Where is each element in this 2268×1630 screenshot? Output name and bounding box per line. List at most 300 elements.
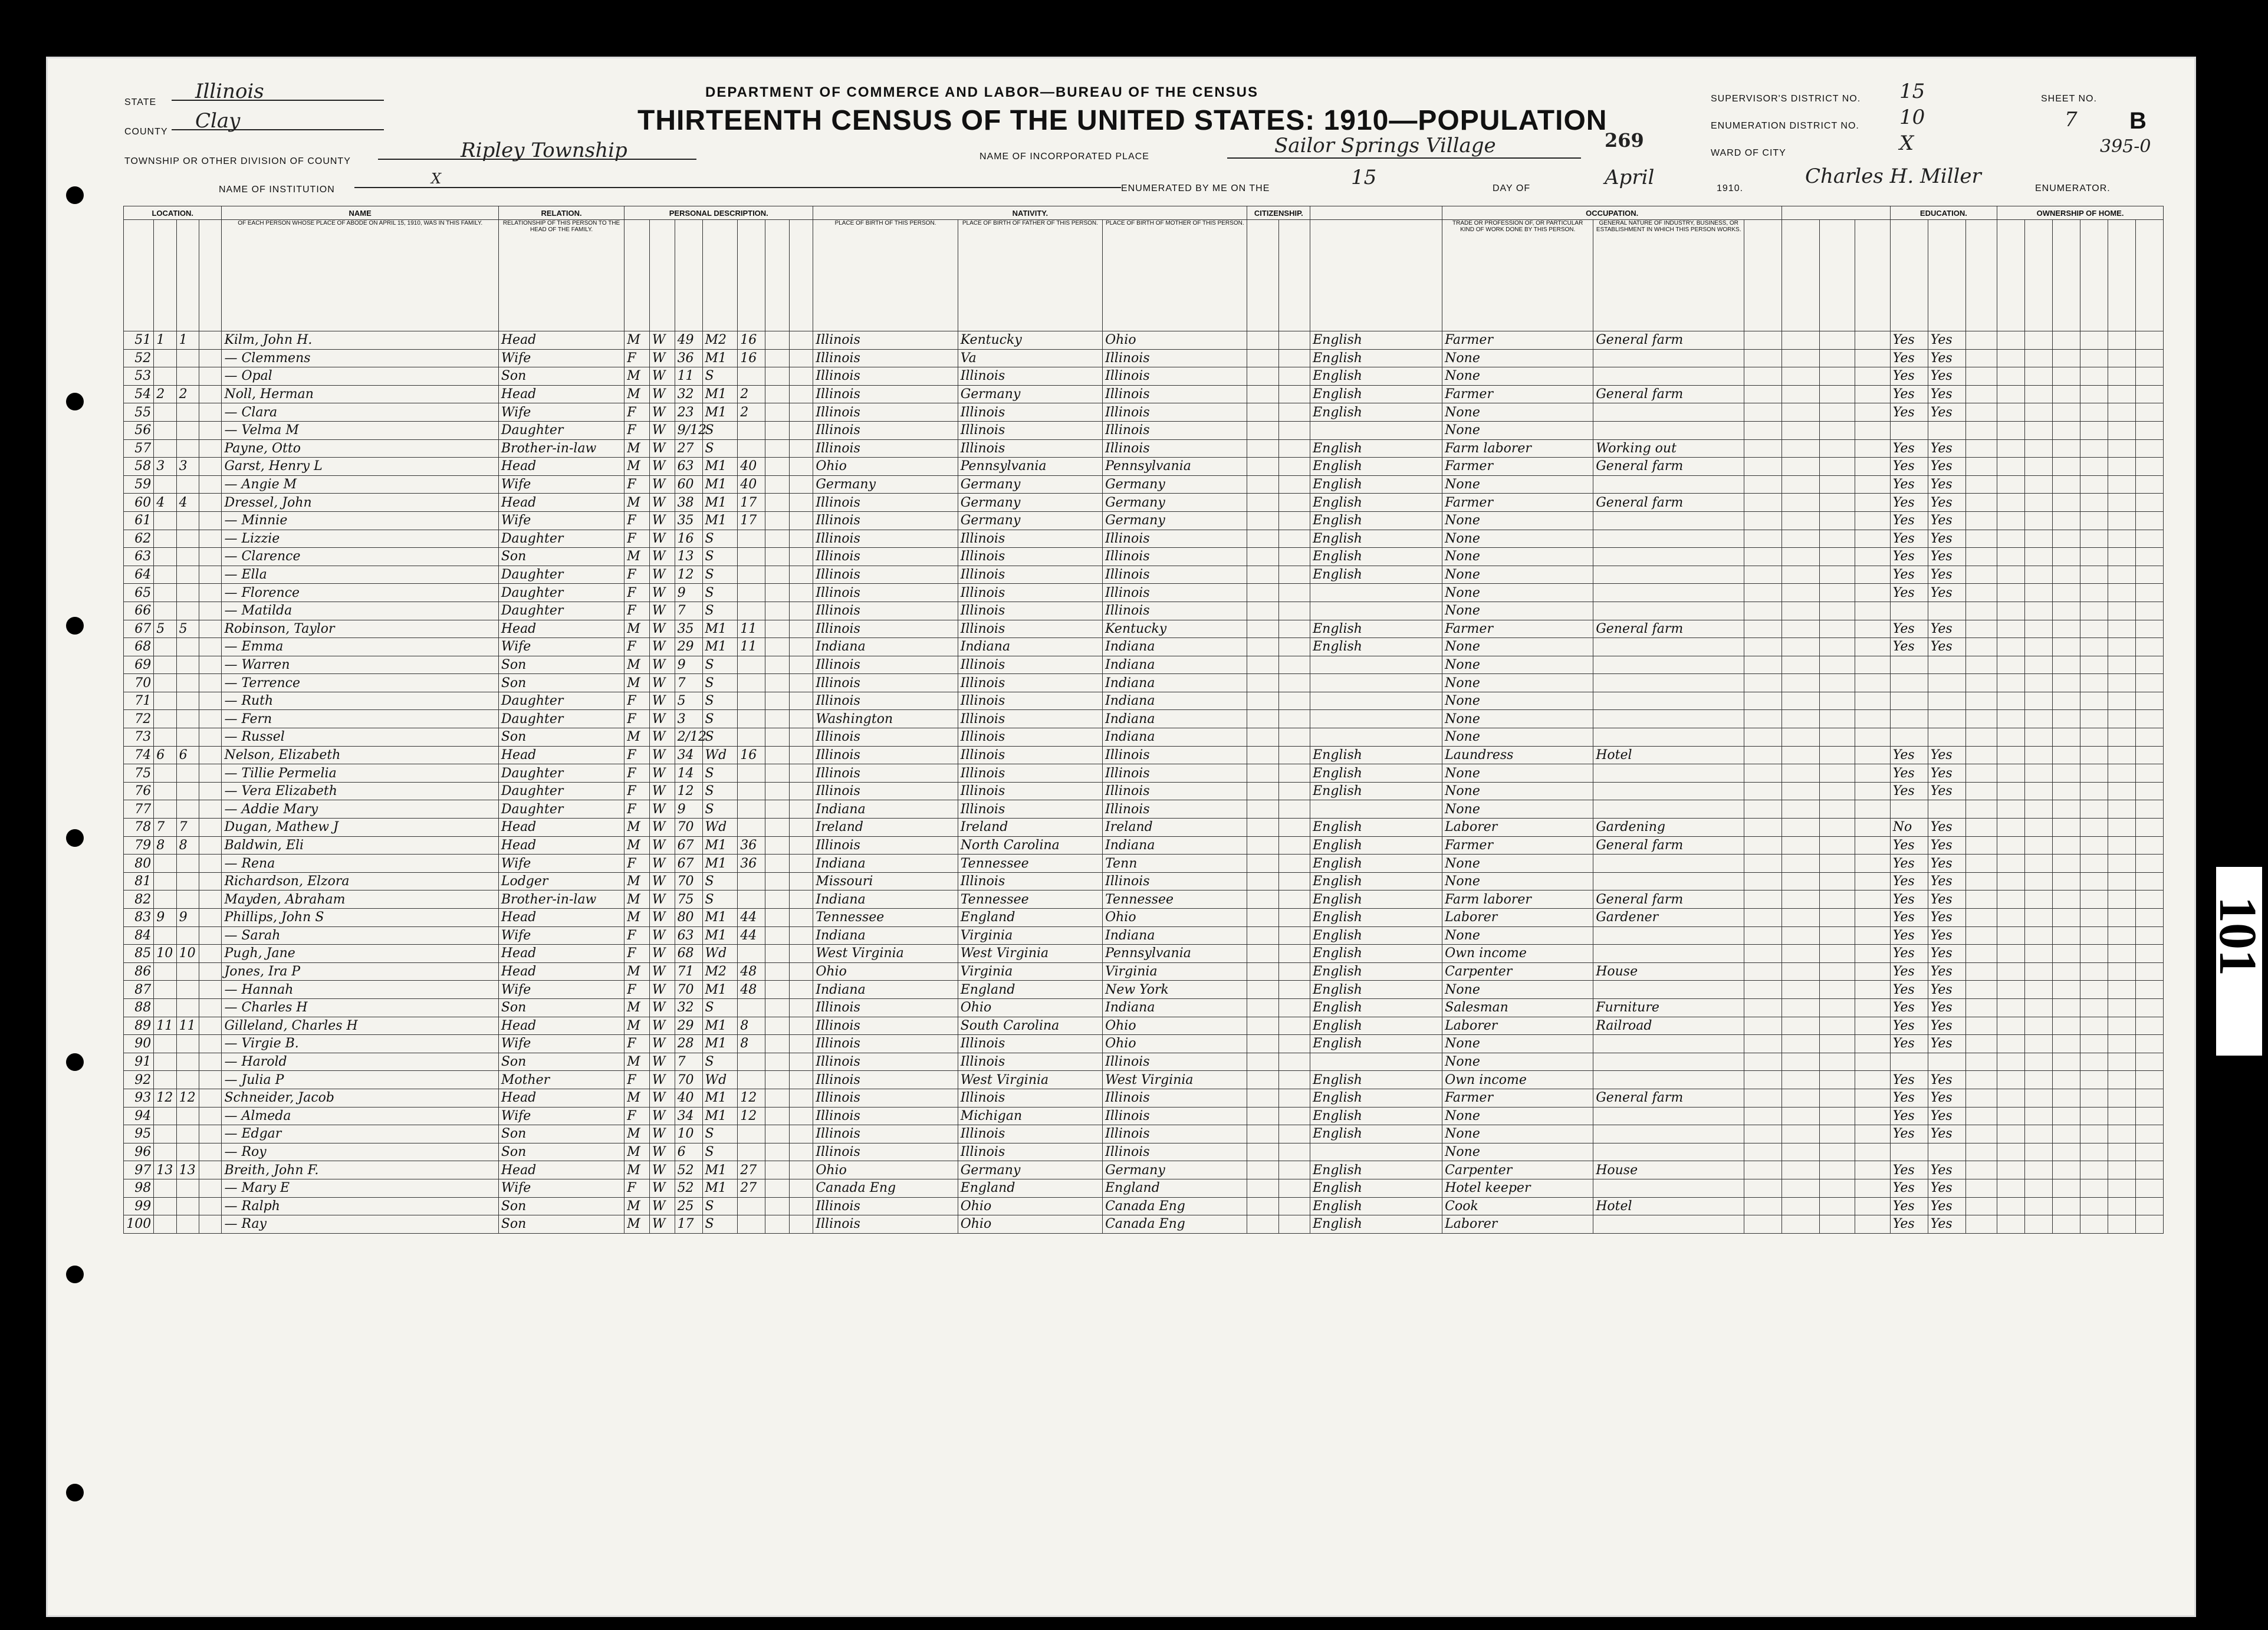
trade-cell: Laborer (1442, 819, 1593, 837)
race-cell: W (649, 439, 675, 458)
read-cell: Yes (1890, 530, 1928, 548)
line-number: 55 (124, 403, 154, 422)
write-cell: Yes (1928, 458, 1965, 476)
table-row (124, 475, 2164, 494)
person-name: — Harold (222, 1053, 498, 1071)
father-birthplace-cell: Illinois (958, 728, 1102, 747)
binder-hole (66, 617, 84, 635)
dwelling-number (154, 692, 176, 710)
language-cell: English (1310, 836, 1442, 855)
mother-birthplace-cell: Indiana (1103, 998, 1247, 1017)
person-name: — Opal (222, 367, 498, 386)
industry-cell: General farm (1593, 1089, 1744, 1107)
years-married-cell (738, 800, 765, 819)
name-desc: OF EACH PERSON WHOSE PLACE OF ABODE ON APRIL 15, 1910, WAS IN THIS FAMILY. (222, 220, 498, 331)
age-cell: 14 (675, 764, 702, 783)
table-row (124, 819, 2164, 837)
nativity-header: NATIVITY. (813, 206, 1247, 220)
industry-cell (1593, 1107, 1744, 1125)
line-number: 63 (124, 548, 154, 566)
race-cell: W (649, 855, 675, 873)
language-cell (1310, 602, 1442, 620)
relation-cell: Son (498, 1143, 624, 1161)
industry-cell (1593, 656, 1744, 674)
mother-birthplace-cell: Pennsylvania (1103, 458, 1247, 476)
relation-cell: Son (498, 998, 624, 1017)
family-number (176, 1071, 199, 1089)
marital-cell: S (702, 800, 738, 819)
line-number: 78 (124, 819, 154, 837)
years-married-cell: 17 (738, 494, 765, 512)
age-cell: 35 (675, 511, 702, 530)
person-name: — Addie Mary (222, 800, 498, 819)
institution-label: NAME OF INSTITUTION (219, 185, 335, 195)
family-number (176, 439, 199, 458)
age-cell: 9 (675, 656, 702, 674)
table-row (124, 1035, 2164, 1053)
birthplace-cell: Washington (813, 710, 958, 728)
person-name: — Emma (222, 638, 498, 656)
line-number: 90 (124, 1035, 154, 1053)
family-number: 11 (176, 1017, 199, 1035)
dwelling-number: 5 (154, 620, 176, 638)
family-number (176, 981, 199, 999)
trade-cell: None (1442, 800, 1593, 819)
relation-cell: Brother-in-law (498, 890, 624, 909)
sex-cell: M (624, 872, 650, 890)
write-cell: Yes (1928, 548, 1965, 566)
sex-cell: M (624, 998, 650, 1017)
marital-cell: M1 (702, 855, 738, 873)
mother-birthplace-cell: Tennessee (1103, 890, 1247, 909)
language-cell: English (1310, 1017, 1442, 1035)
table-row (124, 421, 2164, 439)
read-cell: Yes (1890, 367, 1928, 386)
race-cell: W (649, 728, 675, 747)
marital-cell: S (702, 1053, 738, 1071)
marital-cell: M2 (702, 962, 738, 981)
years-married-cell (738, 764, 765, 783)
read-cell (1890, 1143, 1928, 1161)
birthplace-cell: Missouri (813, 872, 958, 890)
race-cell: W (649, 926, 675, 945)
mother-birthplace-cell: Indiana (1103, 656, 1247, 674)
age-cell: 75 (675, 890, 702, 909)
race-cell: W (649, 331, 675, 350)
dwelling-number: 10 (154, 945, 176, 963)
sex-cell: M (624, 385, 650, 403)
township-label: TOWNSHIP OR OTHER DIVISION OF COUNTY (124, 156, 351, 166)
line-number: 71 (124, 692, 154, 710)
trade-cell: Laborer (1442, 909, 1593, 927)
line-number: 87 (124, 981, 154, 999)
trade-cell: None (1442, 692, 1593, 710)
years-married-cell (738, 945, 765, 963)
table-row (124, 962, 2164, 981)
language-cell: English (1310, 1179, 1442, 1197)
relation-cell: Head (498, 819, 624, 837)
industry-cell: General farm (1593, 458, 1744, 476)
trade-cell: None (1442, 367, 1593, 386)
language-cell (1310, 800, 1442, 819)
mother-birthplace-cell: Ireland (1103, 819, 1247, 837)
table-row (124, 1017, 2164, 1035)
mother-birthplace-cell: Indiana (1103, 692, 1247, 710)
dwelling-number: 9 (154, 909, 176, 927)
industry-cell (1593, 566, 1744, 584)
sex-cell: F (624, 349, 650, 367)
line-number: 86 (124, 962, 154, 981)
sex-cell: M (624, 728, 650, 747)
birthplace-cell: Illinois (813, 602, 958, 620)
race-cell: W (649, 566, 675, 584)
township-value: Ripley Township (461, 139, 627, 162)
marital-cell: M1 (702, 981, 738, 999)
table-row (124, 945, 2164, 963)
father-birthplace-cell: Germany (958, 385, 1102, 403)
relation-cell: Wife (498, 926, 624, 945)
language-cell (1310, 1143, 1442, 1161)
line-number: 89 (124, 1017, 154, 1035)
table-row (124, 548, 2164, 566)
read-cell: Yes (1890, 890, 1928, 909)
write-cell: Yes (1928, 439, 1965, 458)
read-cell: Yes (1890, 638, 1928, 656)
table-row (124, 855, 2164, 873)
race-cell: W (649, 1017, 675, 1035)
relation-cell: Son (498, 1053, 624, 1071)
write-cell: Yes (1928, 819, 1965, 837)
relation-header: RELATION. (498, 206, 624, 220)
marital-cell: S (702, 674, 738, 692)
trade-cell: Farmer (1442, 458, 1593, 476)
relation-cell: Wife (498, 1179, 624, 1197)
line-number: 51 (124, 331, 154, 350)
binder-hole (66, 1266, 84, 1283)
read-cell: Yes (1890, 981, 1928, 999)
years-married-cell: 40 (738, 475, 765, 494)
enumeration-label: ENUMERATION DISTRICT NO. (1711, 121, 1859, 131)
family-number (176, 403, 199, 422)
line-number: 98 (124, 1179, 154, 1197)
relation-cell: Head (498, 909, 624, 927)
years-married-cell: 8 (738, 1017, 765, 1035)
birthplace-cell: Illinois (813, 764, 958, 783)
sex-cell: F (624, 692, 650, 710)
birthplace-cell: Illinois (813, 1107, 958, 1125)
years-married-cell (738, 674, 765, 692)
years-married-cell (738, 584, 765, 602)
table-row (124, 890, 2164, 909)
relation-cell: Head (498, 331, 624, 350)
person-name: Schneider, Jacob (222, 1089, 498, 1107)
sex-cell: M (624, 1053, 650, 1071)
person-name: — Charles H (222, 998, 498, 1017)
industry-cell: General farm (1593, 620, 1744, 638)
birthplace-cell: Germany (813, 475, 958, 494)
relation-cell: Head (498, 746, 624, 764)
write-cell: Yes (1928, 1179, 1965, 1197)
trade-cell: Farmer (1442, 494, 1593, 512)
person-name: — Florence (222, 584, 498, 602)
industry-cell (1593, 638, 1744, 656)
sex-cell: M (624, 1017, 650, 1035)
relation-cell: Son (498, 656, 624, 674)
industry-cell: Gardener (1593, 909, 1744, 927)
language-cell (1310, 710, 1442, 728)
write-cell: Yes (1928, 620, 1965, 638)
nativity-mother-desc: PLACE OF BIRTH OF MOTHER OF THIS PERSON. (1103, 220, 1247, 331)
trade-cell: None (1442, 710, 1593, 728)
language-cell: English (1310, 890, 1442, 909)
race-cell: W (649, 584, 675, 602)
years-married-cell (738, 1215, 765, 1234)
father-birthplace-cell: West Virginia (958, 1071, 1102, 1089)
birthplace-cell: Illinois (813, 656, 958, 674)
read-cell: Yes (1890, 836, 1928, 855)
race-cell: W (649, 764, 675, 783)
language-cell: English (1310, 548, 1442, 566)
relation-cell: Head (498, 494, 624, 512)
family-number (176, 638, 199, 656)
table-row (124, 800, 2164, 819)
person-name: — Fern (222, 710, 498, 728)
birthplace-cell: Illinois (813, 349, 958, 367)
marital-cell: S (702, 530, 738, 548)
marital-cell: Wd (702, 819, 738, 837)
write-cell (1928, 602, 1965, 620)
industry-cell (1593, 782, 1744, 800)
trade-cell: Laborer (1442, 1215, 1593, 1234)
years-married-cell (738, 819, 765, 837)
race-cell: W (649, 1125, 675, 1143)
mother-birthplace-cell: Illinois (1103, 602, 1247, 620)
person-name: — Lizzie (222, 530, 498, 548)
age-cell: 23 (675, 403, 702, 422)
enumerator-value: Charles H. Miller (1805, 165, 1981, 188)
sex-cell: F (624, 981, 650, 999)
language-cell (1310, 656, 1442, 674)
industry-cell (1593, 1215, 1744, 1234)
person-name: — Hannah (222, 981, 498, 999)
table-row (124, 349, 2164, 367)
language-cell: English (1310, 926, 1442, 945)
person-name: Robinson, Taylor (222, 620, 498, 638)
dwelling-number (154, 656, 176, 674)
family-number: 8 (176, 836, 199, 855)
relation-cell: Son (498, 548, 624, 566)
line-number: 83 (124, 909, 154, 927)
trade-cell: Hotel keeper (1442, 1179, 1593, 1197)
table-row (124, 656, 2164, 674)
table-row (124, 872, 2164, 890)
trade-cell: None (1442, 855, 1593, 873)
person-name: — Rena (222, 855, 498, 873)
birthplace-cell: Illinois (813, 439, 958, 458)
years-married-cell: 16 (738, 331, 765, 350)
dwelling-number (154, 782, 176, 800)
person-name: — Edgar (222, 1125, 498, 1143)
dwelling-number (154, 475, 176, 494)
person-name: Noll, Herman (222, 385, 498, 403)
name-header: NAME (222, 206, 498, 220)
relation-cell: Daughter (498, 530, 624, 548)
industry-cell: General farm (1593, 836, 1744, 855)
marital-cell: M1 (702, 1017, 738, 1035)
years-married-cell: 11 (738, 620, 765, 638)
write-cell (1928, 710, 1965, 728)
age-cell: 16 (675, 530, 702, 548)
read-cell: Yes (1890, 403, 1928, 422)
person-name: — Vera Elizabeth (222, 782, 498, 800)
line-number: 67 (124, 620, 154, 638)
state-value: Illinois (195, 80, 264, 103)
dwelling-number (154, 638, 176, 656)
sex-cell: F (624, 602, 650, 620)
institution-value: X (431, 170, 442, 187)
mother-birthplace-cell: Tenn (1103, 855, 1247, 873)
industry-cell (1593, 674, 1744, 692)
race-cell: W (649, 962, 675, 981)
years-married-cell: 27 (738, 1161, 765, 1179)
years-married-cell: 17 (738, 511, 765, 530)
dwelling-number (154, 548, 176, 566)
binder-hole (66, 186, 84, 204)
sex-cell: F (624, 855, 650, 873)
table-row (124, 620, 2164, 638)
family-number (176, 1053, 199, 1071)
marital-cell: S (702, 1197, 738, 1215)
father-birthplace-cell: Illinois (958, 764, 1102, 783)
write-cell: Yes (1928, 1071, 1965, 1089)
marital-cell: M1 (702, 1107, 738, 1125)
binder-hole (66, 1484, 84, 1501)
birthplace-cell: Illinois (813, 692, 958, 710)
father-birthplace-cell: Pennsylvania (958, 458, 1102, 476)
person-name: Mayden, Abraham (222, 890, 498, 909)
language-cell: English (1310, 349, 1442, 367)
sex-cell: M (624, 1215, 650, 1234)
years-married-cell (738, 692, 765, 710)
language-cell: English (1310, 385, 1442, 403)
race-cell: W (649, 421, 675, 439)
write-cell: Yes (1928, 349, 1965, 367)
trade-cell: None (1442, 1053, 1593, 1071)
age-cell: 67 (675, 836, 702, 855)
sex-cell: M (624, 1089, 650, 1107)
father-birthplace-cell: Illinois (958, 566, 1102, 584)
age-cell: 38 (675, 494, 702, 512)
family-number: 4 (176, 494, 199, 512)
birthplace-cell: Indiana (813, 800, 958, 819)
line-number: 64 (124, 566, 154, 584)
sex-cell: F (624, 1071, 650, 1089)
father-birthplace-cell: Illinois (958, 1053, 1102, 1071)
family-number (176, 584, 199, 602)
marital-cell: S (702, 764, 738, 783)
birthplace-cell: Illinois (813, 1071, 958, 1089)
family-number (176, 475, 199, 494)
mother-birthplace-cell: Indiana (1103, 836, 1247, 855)
read-cell: Yes (1890, 962, 1928, 981)
age-cell: 28 (675, 1035, 702, 1053)
relation-cell: Daughter (498, 710, 624, 728)
relation-cell: Daughter (498, 602, 624, 620)
marital-cell: M1 (702, 385, 738, 403)
mother-birthplace-cell: Illinois (1103, 1125, 1247, 1143)
father-birthplace-cell: Tennessee (958, 890, 1102, 909)
age-cell: 52 (675, 1161, 702, 1179)
industry-desc: GENERAL NATURE OF INDUSTRY, BUSINESS, OR ESTABLISHMENT IN WHICH THIS PERSON WORKS. (1593, 220, 1744, 331)
line-number: 61 (124, 511, 154, 530)
birthplace-cell: Illinois (813, 1125, 958, 1143)
birthplace-cell: Illinois (813, 548, 958, 566)
marital-cell: S (702, 656, 738, 674)
race-cell: W (649, 656, 675, 674)
industry-cell (1593, 584, 1744, 602)
table-row (124, 782, 2164, 800)
enumerated-label: ENUMERATED BY ME ON THE (1121, 183, 1270, 193)
family-number: 9 (176, 909, 199, 927)
dwelling-number: 12 (154, 1089, 176, 1107)
industry-cell (1593, 475, 1744, 494)
years-married-cell (738, 421, 765, 439)
read-cell (1890, 602, 1928, 620)
family-number (176, 800, 199, 819)
marital-cell: M2 (702, 331, 738, 350)
family-number (176, 602, 199, 620)
line-number: 79 (124, 836, 154, 855)
table-row (124, 385, 2164, 403)
marital-cell: Wd (702, 746, 738, 764)
mother-birthplace-cell: Illinois (1103, 1053, 1247, 1071)
family-number (176, 962, 199, 981)
mother-birthplace-cell: Germany (1103, 511, 1247, 530)
marital-cell: S (702, 367, 738, 386)
industry-cell (1593, 1143, 1744, 1161)
line-number: 56 (124, 421, 154, 439)
sex-cell: F (624, 475, 650, 494)
person-name: — Angie M (222, 475, 498, 494)
birthplace-cell: Illinois (813, 331, 958, 350)
table-row (124, 458, 2164, 476)
race-cell: W (649, 1215, 675, 1234)
relation-cell: Head (498, 1017, 624, 1035)
father-birthplace-cell: England (958, 981, 1102, 999)
person-name: Jones, Ira P (222, 962, 498, 981)
years-married-cell (738, 1143, 765, 1161)
age-cell: 7 (675, 674, 702, 692)
read-cell (1890, 656, 1928, 674)
table-row (124, 1215, 2164, 1234)
race-cell: W (649, 1179, 675, 1197)
marital-cell: S (702, 421, 738, 439)
race-cell: W (649, 800, 675, 819)
relation-cell: Lodger (498, 872, 624, 890)
trade-cell: None (1442, 638, 1593, 656)
years-married-cell (738, 439, 765, 458)
birthplace-cell: Indiana (813, 638, 958, 656)
dwelling-number: 7 (154, 819, 176, 837)
mother-birthplace-cell: Indiana (1103, 674, 1247, 692)
mother-birthplace-cell: Germany (1103, 1161, 1247, 1179)
language-cell: English (1310, 494, 1442, 512)
mother-birthplace-cell: Indiana (1103, 926, 1247, 945)
line-number: 99 (124, 1197, 154, 1215)
read-cell: Yes (1890, 475, 1928, 494)
person-name: Nelson, Elizabeth (222, 746, 498, 764)
relation-cell: Wife (498, 475, 624, 494)
